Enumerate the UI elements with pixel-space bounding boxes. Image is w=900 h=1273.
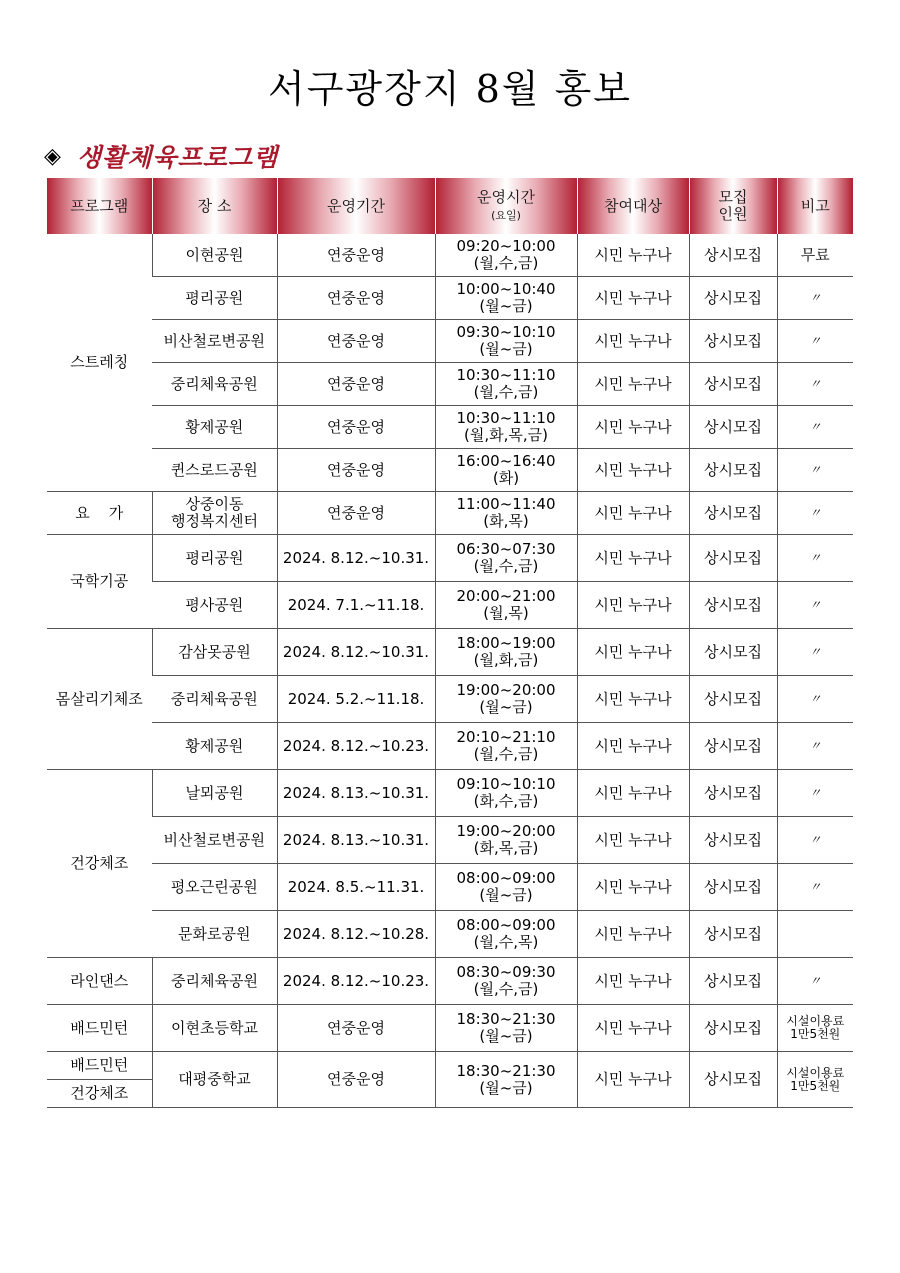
target-cell: 시민 누구나	[577, 958, 689, 1005]
time-hours: 08:30~09:30	[456, 963, 556, 981]
table-row	[47, 911, 853, 958]
time-hours: 09:20~10:00	[456, 237, 556, 255]
period-cell: 2024. 8.13.~10.31.	[277, 817, 435, 864]
place-cell: 중리체육공원	[152, 958, 277, 1005]
recruit-cell: 상시모집	[689, 449, 777, 492]
program-cell: 건강체조	[47, 1080, 152, 1108]
program-cell: 건강체조	[47, 770, 152, 958]
table-row	[47, 958, 853, 1005]
table-row	[47, 406, 853, 449]
place-cell: 날뫼공원	[152, 770, 277, 817]
header-period: 운영기간	[277, 178, 435, 234]
time-hours: 09:10~10:10	[456, 775, 556, 793]
time-hours: 19:00~20:00	[456, 681, 556, 699]
period-cell: 2024. 8.12.~10.23.	[277, 723, 435, 770]
recruit-cell: 상시모집	[689, 817, 777, 864]
time-hours: 18:30~21:30	[456, 1061, 556, 1080]
period-cell: 2024. 7.1.~11.18.	[277, 582, 435, 629]
table-row	[47, 363, 853, 406]
program-cell: 국학기공	[47, 535, 152, 629]
time-days: (월,화,금)	[473, 651, 539, 669]
target-cell: 시민 누구나	[577, 864, 689, 911]
recruit-cell: 상시모집	[689, 958, 777, 1005]
note-cell	[777, 1052, 853, 1108]
note-cell: 〃	[777, 723, 853, 770]
target-cell: 시민 누구나	[577, 234, 689, 277]
time-cell	[435, 234, 577, 277]
recruit-cell: 상시모집	[689, 492, 777, 535]
time-hours: 08:00~09:00	[456, 916, 556, 934]
period-cell: 2024. 8.12.~10.28.	[277, 911, 435, 958]
place-cell: 평리공원	[152, 277, 277, 320]
time-days: (월~금)	[479, 340, 533, 358]
table-header-row	[47, 178, 853, 234]
time-hours: 10:30~11:10	[456, 409, 556, 427]
period-cell: 2024. 8.12.~10.31.	[277, 535, 435, 582]
time-cell	[435, 817, 577, 864]
note-line2: 1만5천원	[790, 1027, 841, 1041]
period-cell: 2024. 8.5.~11.31.	[277, 864, 435, 911]
period-cell: 연중운영	[277, 1005, 435, 1052]
period-cell: 연중운영	[277, 1052, 435, 1108]
place-cell: 평오근린공원	[152, 864, 277, 911]
time-cell	[435, 1052, 577, 1108]
table-row	[47, 1005, 853, 1052]
recruit-cell: 상시모집	[689, 277, 777, 320]
table-row	[47, 492, 853, 535]
target-cell: 시민 누구나	[577, 449, 689, 492]
table-row	[47, 277, 853, 320]
time-cell	[435, 449, 577, 492]
program-table	[47, 178, 853, 1108]
place-cell: 감삼못공원	[152, 629, 277, 676]
section-title: 생활체육프로그램	[76, 143, 279, 172]
time-cell	[435, 770, 577, 817]
time-cell	[435, 535, 577, 582]
program-cell: 스트레칭	[47, 234, 152, 492]
recruit-cell: 상시모집	[689, 629, 777, 676]
place-cell: 중리체육공원	[152, 676, 277, 723]
header-program: 프로그램	[47, 178, 152, 234]
time-days: (월,수,금)	[473, 980, 539, 998]
header-time-sub: (요일)	[491, 208, 521, 222]
period-cell: 연중운영	[277, 234, 435, 277]
program-cell: 배드민턴	[47, 1005, 152, 1052]
time-cell	[435, 676, 577, 723]
note-line1: 시설이용료	[786, 1014, 845, 1028]
program-cell: 요 가	[47, 492, 152, 535]
time-days: (월~금)	[479, 297, 533, 315]
header-time-label: 운영시간	[477, 187, 535, 206]
place-cell: 상중이동 행정복지센터	[152, 492, 277, 535]
time-cell	[435, 723, 577, 770]
header-recruit-line1: 모집	[718, 188, 748, 206]
time-days: (월,수,금)	[473, 557, 539, 575]
time-cell	[435, 911, 577, 958]
time-hours: 10:00~10:40	[456, 280, 556, 298]
period-cell: 2024. 8.13.~10.31.	[277, 770, 435, 817]
time-days: (월,수,금)	[473, 383, 539, 401]
target-cell: 시민 누구나	[577, 676, 689, 723]
place-cell: 황제공원	[152, 723, 277, 770]
diamond-bullet-icon: ◈	[44, 143, 61, 169]
time-cell	[435, 363, 577, 406]
header-note: 비고	[777, 178, 853, 234]
time-cell	[435, 406, 577, 449]
program-cell: 라인댄스	[47, 958, 152, 1005]
time-days: (화,수,금)	[473, 792, 539, 810]
time-days: (월~금)	[479, 886, 533, 904]
time-cell	[435, 864, 577, 911]
period-cell: 연중운영	[277, 363, 435, 406]
place-cell: 평사공원	[152, 582, 277, 629]
table-row	[47, 535, 853, 582]
table-row	[47, 582, 853, 629]
note-cell: 〃	[777, 817, 853, 864]
time-cell	[435, 320, 577, 363]
table-row	[47, 723, 853, 770]
note-cell: 〃	[777, 449, 853, 492]
program-cell: 배드민턴	[47, 1052, 152, 1080]
table-row	[47, 629, 853, 676]
place-cell: 평리공원	[152, 535, 277, 582]
time-hours: 19:00~20:00	[456, 822, 556, 840]
note-cell: 〃	[777, 770, 853, 817]
time-hours: 06:30~07:30	[456, 540, 556, 558]
period-cell: 연중운영	[277, 449, 435, 492]
target-cell: 시민 누구나	[577, 406, 689, 449]
table-row	[47, 1052, 853, 1080]
time-hours: 20:00~21:00	[456, 587, 556, 605]
target-cell: 시민 누구나	[577, 492, 689, 535]
time-days: (월~금)	[479, 1027, 533, 1045]
time-days: (월,수,금)	[473, 254, 539, 272]
note-cell: 〃	[777, 864, 853, 911]
recruit-cell: 상시모집	[689, 770, 777, 817]
time-hours: 18:00~19:00	[456, 634, 556, 652]
place-cell: 이현공원	[152, 234, 277, 277]
header-place: 장 소	[152, 178, 277, 234]
time-cell	[435, 1005, 577, 1052]
table-row	[47, 864, 853, 911]
period-cell: 2024. 5.2.~11.18.	[277, 676, 435, 723]
recruit-cell: 상시모집	[689, 864, 777, 911]
time-cell	[435, 958, 577, 1005]
time-cell	[435, 629, 577, 676]
table-row	[47, 449, 853, 492]
note-cell: 〃	[777, 363, 853, 406]
recruit-cell: 상시모집	[689, 363, 777, 406]
table-row	[47, 320, 853, 363]
time-days: (월,수,금)	[473, 745, 539, 763]
table-row	[47, 770, 853, 817]
program-cell: 몸살리기체조	[47, 629, 152, 770]
time-cell	[435, 492, 577, 535]
recruit-cell: 상시모집	[689, 911, 777, 958]
place-cell: 비산철로변공원	[152, 817, 277, 864]
target-cell: 시민 누구나	[577, 277, 689, 320]
header-target: 참여대상	[577, 178, 689, 234]
section-heading	[44, 138, 278, 174]
place-cell: 중리체육공원	[152, 363, 277, 406]
period-cell: 연중운영	[277, 320, 435, 363]
page-title: 서구광장지 8월 홍보	[268, 67, 632, 111]
time-days: (월,수,목)	[473, 933, 539, 951]
note-cell	[777, 1005, 853, 1052]
period-cell: 연중운영	[277, 406, 435, 449]
target-cell: 시민 누구나	[577, 320, 689, 363]
time-hours: 11:00~11:40	[456, 495, 556, 513]
target-cell: 시민 누구나	[577, 535, 689, 582]
time-hours: 09:30~10:10	[456, 323, 556, 341]
note-line1: 시설이용료	[786, 1065, 845, 1080]
table-row	[47, 676, 853, 723]
recruit-cell: 상시모집	[689, 676, 777, 723]
header-recruit-line2: 인원	[718, 205, 748, 223]
target-cell: 시민 누구나	[577, 1052, 689, 1108]
place-cell: 퀸스로드공원	[152, 449, 277, 492]
note-cell: 〃	[777, 277, 853, 320]
recruit-cell: 상시모집	[689, 406, 777, 449]
time-days: (월~금)	[479, 1078, 533, 1097]
recruit-cell: 상시모집	[689, 535, 777, 582]
target-cell: 시민 누구나	[577, 1005, 689, 1052]
note-cell: 〃	[777, 958, 853, 1005]
table-row	[47, 234, 853, 277]
target-cell: 시민 누구나	[577, 817, 689, 864]
time-hours: 20:10~21:10	[456, 728, 556, 746]
time-hours: 08:00~09:00	[456, 869, 556, 887]
period-cell: 2024. 8.12.~10.23.	[277, 958, 435, 1005]
recruit-cell: 상시모집	[689, 723, 777, 770]
time-days: (월,목)	[483, 604, 529, 622]
recruit-cell: 상시모집	[689, 582, 777, 629]
time-days: (화)	[492, 469, 520, 487]
time-hours: 16:00~16:40	[456, 452, 556, 470]
target-cell: 시민 누구나	[577, 363, 689, 406]
time-cell	[435, 582, 577, 629]
time-hours: 10:30~11:10	[456, 366, 556, 384]
place-cell: 황제공원	[152, 406, 277, 449]
note-cell: 〃	[777, 492, 853, 535]
period-cell: 연중운영	[277, 492, 435, 535]
recruit-cell: 상시모집	[689, 1052, 777, 1108]
period-cell: 연중운영	[277, 277, 435, 320]
place-cell: 이현초등학교	[152, 1005, 277, 1052]
target-cell: 시민 누구나	[577, 770, 689, 817]
note-cell: 〃	[777, 320, 853, 363]
note-cell: 〃	[777, 535, 853, 582]
recruit-cell: 상시모집	[689, 234, 777, 277]
place-cell: 문화로공원	[152, 911, 277, 958]
note-cell: 무료	[777, 234, 853, 277]
period-cell: 2024. 8.12.~10.31.	[277, 629, 435, 676]
header-time	[435, 178, 577, 234]
recruit-cell: 상시모집	[689, 1005, 777, 1052]
target-cell: 시민 누구나	[577, 629, 689, 676]
time-cell	[435, 277, 577, 320]
time-days: (월,화,목,금)	[464, 426, 548, 444]
note-cell: 〃	[777, 406, 853, 449]
time-days: (화,목,금)	[473, 839, 539, 857]
place-cell: 비산철로변공원	[152, 320, 277, 363]
place-cell: 대평중학교	[152, 1052, 277, 1108]
note-cell: 〃	[777, 629, 853, 676]
recruit-cell: 상시모집	[689, 320, 777, 363]
table-row	[47, 817, 853, 864]
note-cell: 〃	[777, 582, 853, 629]
time-days: (화,목)	[483, 512, 529, 530]
target-cell: 시민 누구나	[577, 911, 689, 958]
target-cell: 시민 누구나	[577, 723, 689, 770]
time-hours: 18:30~21:30	[456, 1010, 556, 1028]
header-recruit	[689, 178, 777, 234]
target-cell: 시민 누구나	[577, 582, 689, 629]
note-cell: 〃	[777, 676, 853, 723]
note-cell	[777, 911, 853, 958]
note-line2: 1만5천원	[790, 1078, 841, 1093]
time-days: (월~금)	[479, 698, 533, 716]
